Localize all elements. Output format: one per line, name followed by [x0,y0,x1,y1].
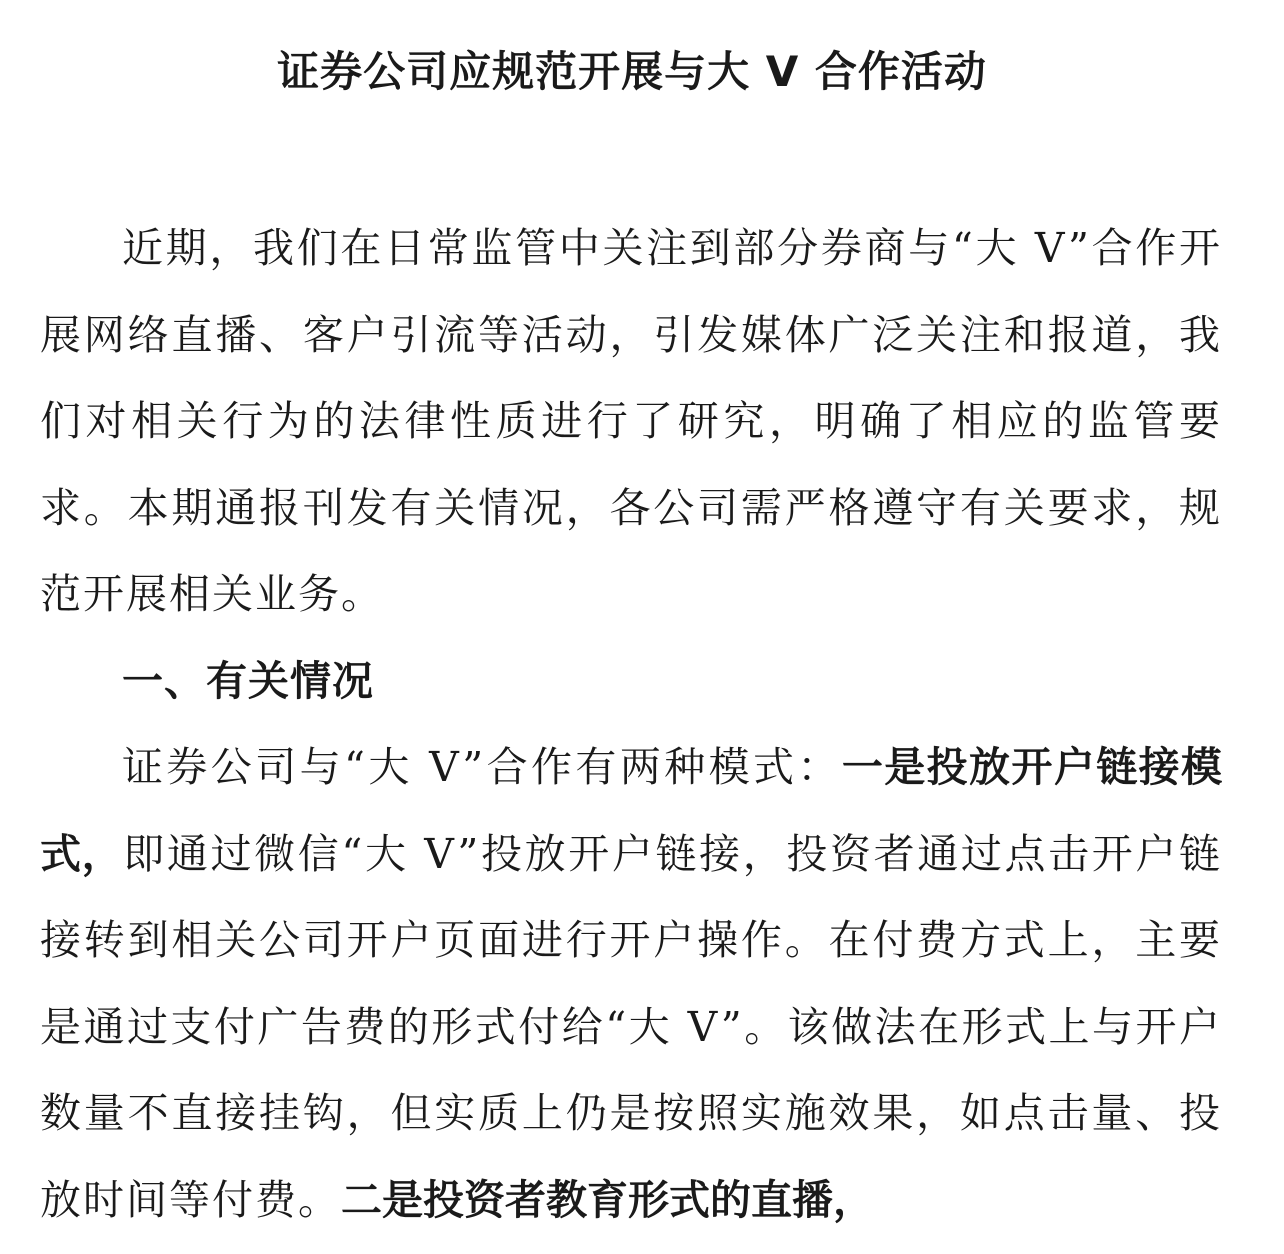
paragraph-intro: 近期，我们在日常监管中关注到部分券商与“大 V”合作开展网络直播、客户引流等活动，引发媒体广泛关注和报道，我们对相关行为的法律性质进行了研究，明确了相应的监管要求。本期通报刊发有关情况，各公司需严格遵守有关要求，规范开展相关业务。 [40,224,1222,618]
mode-two-label: 二是投资者教育形式的直播， [341,1175,874,1224]
paragraph-cooperation-modes [40,724,1222,1243]
mode-one-label: 一是投放开户链接模式， [40,743,1223,878]
document-title: 证券公司应规范开展与大 V 合作活动 [277,47,987,96]
document-body [40,205,1222,1243]
mode-one-description: 即通过微信“大 V”投放开户链接，投资者通过点击开户链接转到相关公司开户页面进行开户操作。在付费方式上，主要是通过支付广告费的形式付给“大 V”。该做法在形式上与开户数量不直接挂钩，但实质上仍是按照实施效果，如点击量、投放时间等付费。 [40,829,1223,1224]
section-heading: 一、有关情况 [122,656,374,705]
paragraph-cooperation-intro: 证券公司与“大 V”合作有两种模式： [122,743,842,791]
